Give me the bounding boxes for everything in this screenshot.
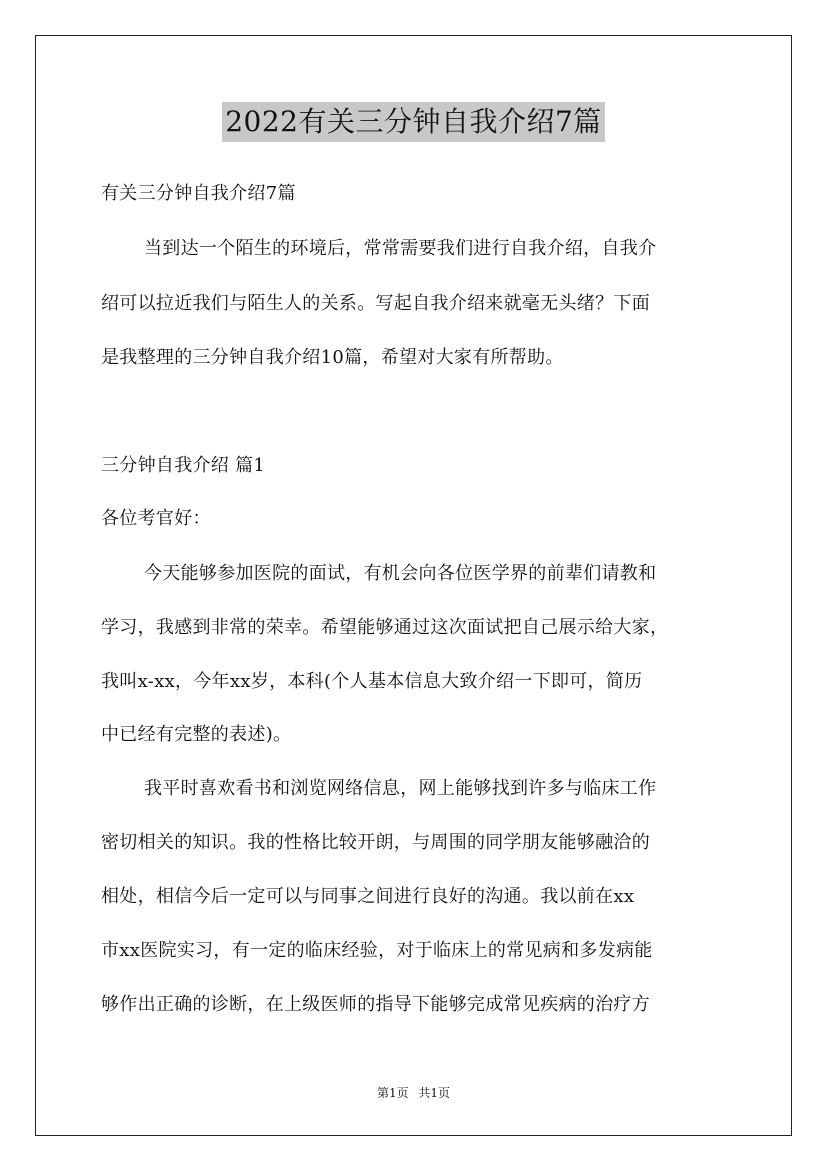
paragraph1-line-1: 今天能够参加医院的面试，有机会向各位医学界的前辈们请教和	[144, 563, 657, 584]
intro-line-3: 是我整理的三分钟自我介绍10篇，希望对大家有所帮助。	[101, 347, 564, 368]
paragraph2-line-1: 我平时喜欢看书和浏览网络信息，网上能够找到许多与临床工作	[144, 778, 657, 799]
document-title: 2022有关三分钟自我介绍7篇	[222, 102, 605, 142]
greeting: 各位考官好：	[101, 508, 211, 529]
page-footer	[0, 1085, 827, 1101]
section-heading: 三分钟自我介绍 篇1	[101, 455, 266, 476]
title-container	[0, 102, 827, 142]
intro-line-1: 当到达一个陌生的环境后，常常需要我们进行自我介绍，自我介	[144, 238, 657, 259]
page-number-current: 第1页	[376, 1086, 409, 1100]
paragraph2-line-2: 密切相关的知识。我的性格比较开朗，与周围的同学朋友能够融洽的	[101, 832, 650, 853]
paragraph2-line-3: 相处，相信今后一定可以与同事之间进行良好的沟通。我以前在xx	[101, 886, 635, 907]
document-subtitle: 有关三分钟自我介绍7篇	[101, 183, 296, 204]
page-number-total: 共1页	[418, 1086, 451, 1100]
paragraph1-line-3: 我叫x-xx，今年xx岁，本科(个人基本信息大致介绍一下即可，简历	[101, 671, 643, 692]
paragraph2-line-5: 够作出正确的诊断，在上级医师的指导下能够完成常见疾病的治疗方	[101, 994, 650, 1015]
paragraph1-line-2: 学习，我感到非常的荣幸。希望能够通过这次面试把自己展示给大家，	[101, 617, 669, 638]
paragraph1-line-4: 中已经有完整的表述)。	[101, 724, 292, 745]
paragraph2-line-4: 市xx医院实习，有一定的临床经验，对于临床上的常见病和多发病能	[101, 940, 653, 961]
intro-line-2: 绍可以拉近我们与陌生人的关系。写起自我介绍来就毫无头绪？下面	[101, 293, 650, 314]
